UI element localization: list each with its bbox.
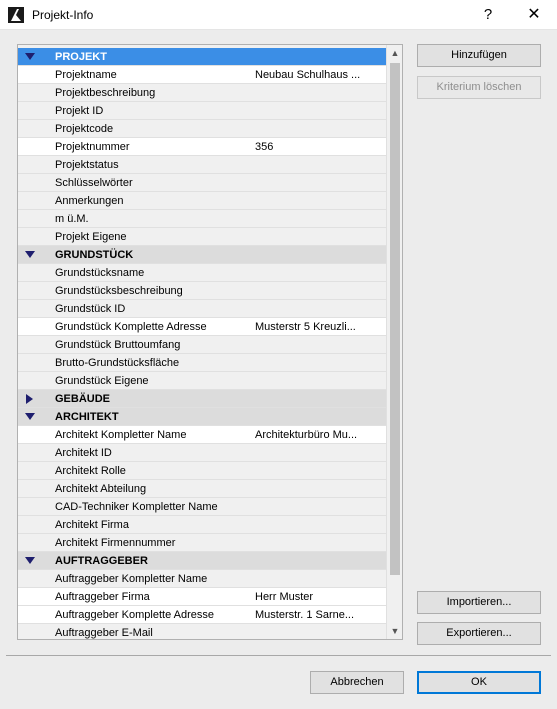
cancel-button[interactable]: Abbrechen [310, 671, 404, 694]
property-row[interactable] [18, 102, 386, 120]
triangle-down-icon[interactable] [24, 52, 36, 62]
property-name: Grundstück ID [55, 303, 126, 315]
property-row[interactable] [18, 174, 386, 192]
property-name: CAD-Techniker Kompletter Name [55, 501, 218, 513]
group-label: ARCHITEKT [55, 411, 119, 423]
property-row[interactable] [18, 318, 386, 336]
property-name: Auftraggeber Firma [55, 591, 150, 603]
property-name: Grundstück Eigene [55, 375, 149, 387]
add-criterion-button[interactable]: Hinzufügen [417, 44, 541, 67]
help-button[interactable]: ? [483, 6, 493, 23]
property-row[interactable] [18, 570, 386, 588]
property-name: Schlüsselwörter [55, 177, 133, 189]
close-button[interactable]: ✕ [527, 6, 541, 23]
title-bar [0, 0, 557, 30]
chevron-down-icon[interactable]: ▼ [390, 626, 400, 636]
property-name: Grundstück Komplette Adresse [55, 321, 207, 333]
property-name: Projekt ID [55, 105, 104, 117]
property-name: Grundstücksbeschreibung [55, 285, 183, 297]
property-row[interactable] [18, 120, 386, 138]
property-name: Anmerkungen [55, 195, 124, 207]
group-label: GEBÄUDE [55, 393, 111, 405]
property-row[interactable] [18, 444, 386, 462]
property-row[interactable] [18, 516, 386, 534]
property-name: Brutto-Grundstücksfläche [55, 357, 180, 369]
property-row[interactable] [18, 192, 386, 210]
project-info-list [17, 44, 403, 640]
import-button[interactable]: Importieren... [417, 591, 541, 614]
property-row[interactable] [18, 138, 386, 156]
property-row[interactable] [18, 498, 386, 516]
property-row[interactable] [18, 372, 386, 390]
triangle-down-icon[interactable] [24, 412, 36, 422]
property-value[interactable]: 356 [255, 141, 274, 153]
property-name: Auftraggeber E-Mail [55, 627, 153, 639]
property-name: Auftraggeber Kompletter Name [55, 573, 208, 585]
property-value[interactable]: Musterstr 5 Kreuzli... [255, 321, 356, 333]
group-header-row[interactable] [18, 48, 386, 66]
property-name: Architekt ID [55, 447, 112, 459]
property-row[interactable] [18, 228, 386, 246]
property-name: Projektname [55, 69, 117, 81]
property-value[interactable]: Architekturbüro Mu... [255, 429, 358, 441]
property-row[interactable] [18, 210, 386, 228]
property-value[interactable]: Neubau Schulhaus ... [255, 69, 361, 81]
delete-criterion-button[interactable]: Kriterium löschen [417, 76, 541, 99]
property-row[interactable] [18, 606, 386, 624]
property-row[interactable] [18, 282, 386, 300]
property-name: Architekt Firmennummer [55, 537, 176, 549]
property-name: m ü.M. [55, 213, 89, 225]
footer-divider [6, 655, 551, 656]
property-row[interactable] [18, 84, 386, 102]
property-name: Projektstatus [55, 159, 119, 171]
vertical-scrollbar[interactable] [386, 45, 402, 639]
triangle-down-icon[interactable] [24, 250, 36, 260]
property-row[interactable] [18, 624, 386, 639]
property-name: Architekt Kompletter Name [55, 429, 187, 441]
property-row[interactable] [18, 588, 386, 606]
property-row[interactable] [18, 426, 386, 444]
property-row[interactable] [18, 336, 386, 354]
property-name: Projekt Eigene [55, 231, 127, 243]
property-name: Architekt Rolle [55, 465, 126, 477]
property-name: Projektbeschreibung [55, 87, 156, 99]
group-header-row[interactable] [18, 390, 386, 408]
group-header-row[interactable] [18, 408, 386, 426]
property-value[interactable]: Herr Muster [255, 591, 314, 603]
scrollbar-thumb[interactable] [390, 63, 400, 575]
triangle-down-icon[interactable] [24, 556, 36, 566]
group-header-row[interactable] [18, 552, 386, 570]
group-label: GRUNDSTÜCK [55, 249, 134, 261]
ok-button[interactable]: OK [417, 671, 541, 694]
group-label: AUFTRAGGEBER [55, 555, 148, 567]
property-name: Architekt Abteilung [55, 483, 147, 495]
group-header-row[interactable] [18, 246, 386, 264]
property-row[interactable] [18, 534, 386, 552]
property-row[interactable] [18, 354, 386, 372]
archicad-app-icon [8, 7, 24, 23]
property-name: Projektnummer [55, 141, 130, 153]
property-row[interactable] [18, 156, 386, 174]
property-row[interactable] [18, 264, 386, 282]
property-row[interactable] [18, 462, 386, 480]
chevron-up-icon[interactable]: ▲ [390, 48, 400, 58]
property-row[interactable] [18, 66, 386, 84]
property-name: Grundstücksname [55, 267, 145, 279]
property-name: Auftraggeber Komplette Adresse [55, 609, 214, 621]
property-value[interactable]: Musterstr. 1 Sarne... [255, 609, 355, 621]
group-label: PROJEKT [55, 51, 107, 63]
property-name: Projektcode [55, 123, 114, 135]
project-info-rows [18, 45, 386, 639]
export-button[interactable]: Exportieren... [417, 622, 541, 645]
property-row[interactable] [18, 480, 386, 498]
window-title: Projekt-Info [32, 8, 94, 22]
property-name: Architekt Firma [55, 519, 129, 531]
triangle-right-icon[interactable] [24, 394, 36, 404]
property-row[interactable] [18, 300, 386, 318]
property-name: Grundstück Bruttoumfang [55, 339, 181, 351]
